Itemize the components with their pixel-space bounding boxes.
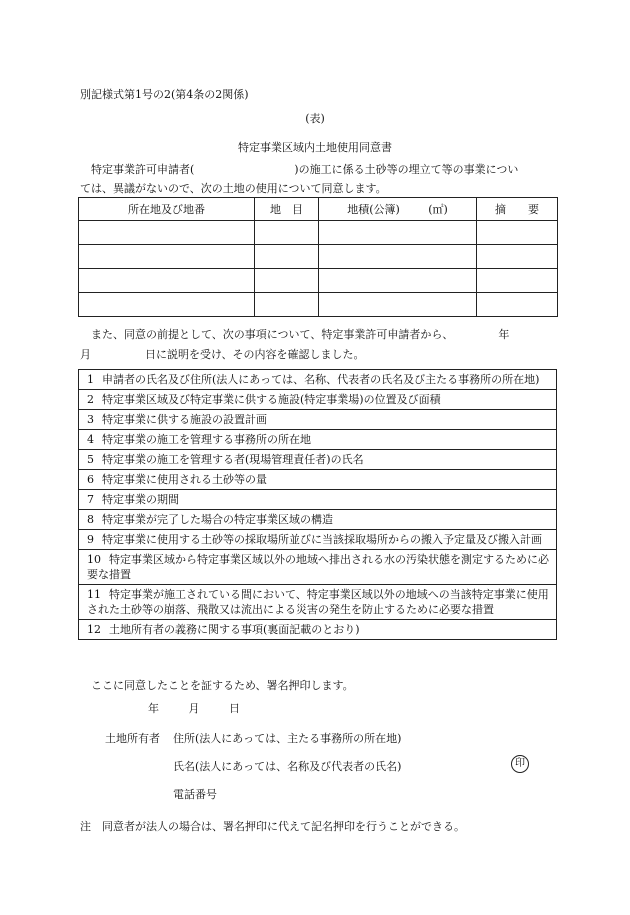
certification-sentence: ここに同意したことを証するため、署名押印します。 bbox=[91, 679, 354, 692]
table-cell[interactable] bbox=[319, 221, 477, 245]
item-text: 特定事業が完了した場合の特定事業区域の構造 bbox=[102, 513, 333, 526]
table-row bbox=[79, 293, 558, 317]
item-number: 12 bbox=[87, 623, 101, 636]
item-number: 5 bbox=[87, 453, 94, 466]
list-item bbox=[78, 430, 557, 450]
list-item bbox=[78, 585, 557, 620]
item-text: 特定事業の施工を管理する者(現場管理責任者)の氏名 bbox=[102, 453, 364, 466]
item-text: 特定事業に供する施設の設置計画 bbox=[102, 413, 267, 426]
list-item bbox=[78, 410, 557, 430]
list-item bbox=[78, 370, 557, 390]
table-cell[interactable] bbox=[255, 293, 319, 317]
table-cell[interactable] bbox=[255, 245, 319, 269]
explanation-line-2 bbox=[80, 345, 560, 365]
table-cell[interactable] bbox=[319, 293, 477, 317]
header-remarks: 摘 要 bbox=[477, 198, 558, 221]
item-text: 申請者の氏名及び住所(法人にあっては、名称、代表者の氏名及び主たる事務所の所在地) bbox=[102, 373, 540, 386]
item-number: 9 bbox=[87, 533, 94, 546]
header-area-unit: (㎡) bbox=[428, 203, 448, 216]
list-item bbox=[78, 510, 557, 530]
seal-mark-icon: 印 bbox=[511, 755, 529, 773]
land-table-header bbox=[79, 198, 558, 221]
item-number: 8 bbox=[87, 513, 94, 526]
applicant-suffix: )の施工に係る土砂等の埋立て等の事業につい bbox=[294, 163, 519, 176]
table-cell[interactable] bbox=[79, 221, 255, 245]
signature-date bbox=[148, 700, 266, 716]
item-text: 特定事業の期間 bbox=[102, 493, 179, 506]
list-item bbox=[78, 450, 557, 470]
explanation-line-1 bbox=[80, 325, 560, 345]
list-item bbox=[78, 550, 557, 585]
side-label: (表) bbox=[305, 112, 325, 125]
header-location: 所在地及び地番 bbox=[79, 198, 255, 221]
table-cell[interactable] bbox=[477, 293, 558, 317]
owner-name-label: 氏名(法人にあっては、名称及び代表者の氏名) bbox=[173, 760, 402, 773]
date-year: 年 bbox=[148, 702, 159, 715]
date-day: 日 bbox=[229, 702, 240, 715]
items-list bbox=[78, 369, 557, 640]
item-number: 6 bbox=[87, 473, 94, 486]
list-item bbox=[78, 490, 557, 510]
owner-address-label: 住所(法人にあっては、主たる事務所の所在地) bbox=[173, 732, 402, 745]
item-text: 土地所有者の義務に関する事項(裏面記載のとおり) bbox=[109, 623, 360, 636]
item-text: 特定事業に使用される土砂等の量 bbox=[102, 473, 267, 486]
explanation-paragraph bbox=[80, 325, 560, 365]
item-number: 11 bbox=[87, 588, 101, 601]
table-row bbox=[79, 269, 558, 293]
list-item bbox=[78, 470, 557, 490]
item-text: 特定事業区域から特定事業区域以外の地域へ排出される水の汚染状態を測定するために必要な措置 bbox=[87, 553, 549, 581]
item-text: 特定事業の施工を管理する事務所の所在地 bbox=[102, 433, 311, 446]
consent-paragraph bbox=[80, 160, 560, 198]
table-cell[interactable] bbox=[79, 293, 255, 317]
list-item bbox=[78, 530, 557, 550]
explanation-year: 年 bbox=[498, 328, 510, 341]
header-category: 地 目 bbox=[255, 198, 319, 221]
footnote: 注 同意者が法人の場合は、署名押印に代えて記名押印を行うことができる。 bbox=[80, 820, 465, 833]
item-text: 特定事業に使用する土砂等の採取場所並びに当該採取場所からの搬入予定量及び搬入計画 bbox=[102, 533, 542, 546]
item-number: 1 bbox=[87, 373, 94, 386]
consent-line-2: ては、異議がないので、次の土地の使用について同意します。 bbox=[80, 182, 387, 195]
table-row bbox=[79, 245, 558, 269]
table-cell[interactable] bbox=[319, 245, 477, 269]
item-number: 2 bbox=[87, 393, 94, 406]
certification-text bbox=[80, 677, 354, 693]
date-month: 月 bbox=[188, 702, 200, 715]
item-number: 7 bbox=[87, 493, 94, 506]
item-text: 特定事業が施工されている間において、特定事業区域以外の地域への当該特定事業に使用された土砂等の崩落、飛散又は流出による災害の発生を防止するために必要な措置 bbox=[87, 588, 549, 616]
explanation-text: また、同意の前提として、次の事項について、特定事業許可申請者から、 bbox=[91, 328, 454, 341]
item-number: 3 bbox=[87, 413, 94, 426]
applicant-prefix: 特定事業許可申請者( bbox=[91, 163, 195, 176]
table-cell[interactable] bbox=[477, 221, 558, 245]
owner-label: 土地所有者 bbox=[105, 732, 160, 745]
table-cell[interactable] bbox=[477, 245, 558, 269]
item-number: 10 bbox=[87, 553, 101, 566]
list-item bbox=[78, 390, 557, 410]
land-table bbox=[78, 197, 558, 317]
table-cell[interactable] bbox=[319, 269, 477, 293]
explanation-suffix: 日に説明を受け、その内容を確認しました。 bbox=[145, 348, 365, 361]
header-area-label: 地積(公簿) bbox=[347, 203, 400, 216]
consent-line-1 bbox=[80, 160, 560, 179]
header-area bbox=[319, 198, 477, 221]
table-cell[interactable] bbox=[477, 269, 558, 293]
table-row bbox=[79, 221, 558, 245]
item-number: 4 bbox=[87, 433, 94, 446]
table-cell[interactable] bbox=[255, 221, 319, 245]
table-cell[interactable] bbox=[255, 269, 319, 293]
table-cell[interactable] bbox=[79, 269, 255, 293]
list-item bbox=[78, 620, 557, 640]
document-title: 特定事業区域内土地使用同意書 bbox=[238, 141, 392, 154]
table-cell[interactable] bbox=[79, 245, 255, 269]
form-number: 別記様式第1号の2(第4条の2関係) bbox=[80, 88, 249, 101]
item-text: 特定事業区域及び特定事業に供する施設(特定事業場)の位置及び面積 bbox=[102, 393, 441, 406]
owner-phone-label: 電話番号 bbox=[173, 788, 217, 801]
explanation-month: 月 bbox=[80, 348, 91, 361]
